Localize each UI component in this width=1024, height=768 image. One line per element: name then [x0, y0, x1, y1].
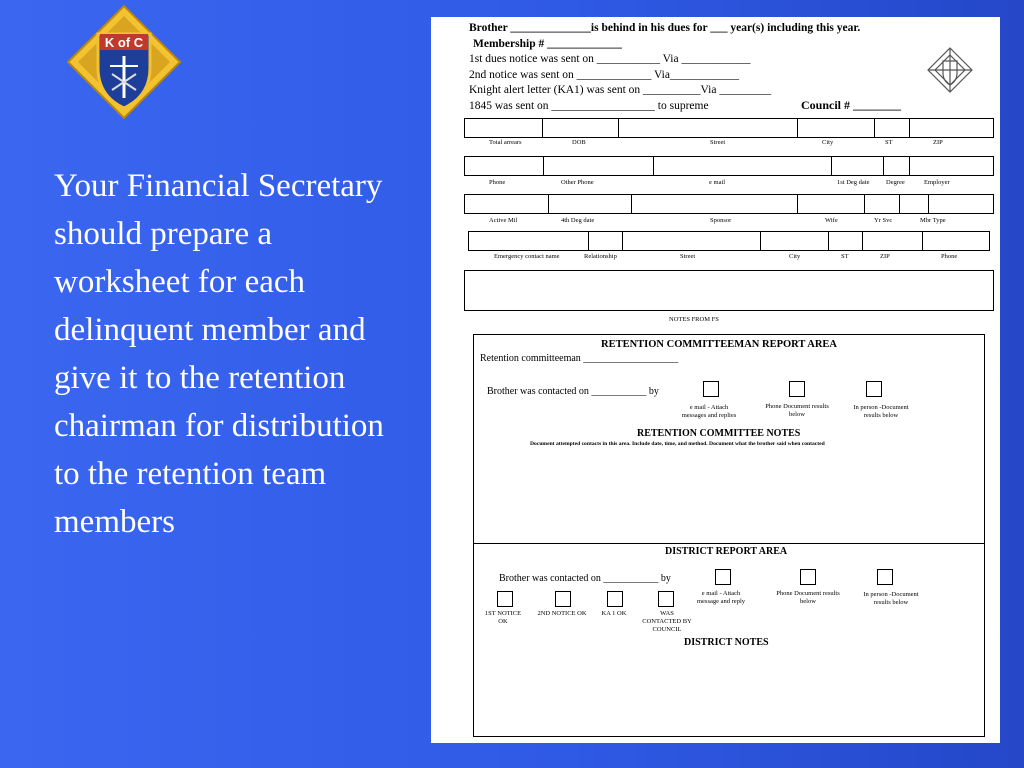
label-total-arrears: Total arrears [489, 139, 522, 146]
label-active-mil: Active Mil [489, 217, 518, 224]
retention-phone-option: Phone Document results below [765, 403, 829, 418]
svg-text:K of C: K of C [104, 35, 144, 50]
label-member-type: Mbr Type [920, 217, 946, 224]
label-years-service: Yr Svc [874, 217, 893, 224]
label-city-2: City [789, 253, 801, 260]
district-contacted-line: Brother was contacted on ___________ by [499, 573, 671, 584]
retention-in-person-option: In person -Document results below [853, 404, 909, 419]
district-second-notice-checkbox [555, 591, 571, 607]
label-zip-2: ZIP [880, 253, 890, 260]
label-city: City [822, 139, 834, 146]
label-employer: Employer [924, 179, 950, 186]
header-line-membership: Membership # _____________ [473, 37, 622, 50]
label-street: Street [710, 139, 726, 146]
label-emergency-contact: Emergency contact name [494, 253, 560, 260]
district-ka1-checkbox [607, 591, 623, 607]
district-first-notice-label: 1ST NOTICE OK [484, 610, 522, 625]
delinquent-member-worksheet [431, 17, 1000, 743]
district-ka1-label: KA 1 OK [601, 610, 627, 617]
label-zip: ZIP [933, 139, 943, 146]
district-email-option: e mail - Attach message and reply [696, 590, 745, 605]
label-phone: Phone [489, 179, 506, 186]
header-line-ka1: Knight alert letter (KA1) was sent on __________Via _________ [469, 84, 772, 96]
retention-email-option: e mail - Attach messages and replies [681, 404, 737, 419]
header-line-1845: 1845 was sent on __________________ to supreme [469, 99, 709, 112]
label-sponsor: Sponsor [710, 217, 732, 224]
district-first-notice-checkbox [497, 591, 513, 607]
slide-body-text: Your Financial Secretary should prepare a worksheet for each delinquent member and give it to the retention chairman for distribution to the retention team members [54, 168, 384, 540]
form-row-4 [468, 231, 990, 251]
label-st: ST [885, 139, 893, 146]
council-number-label: Council # ________ [801, 98, 902, 112]
label-email: e mail [709, 179, 726, 186]
district-phone-checkbox [800, 569, 816, 585]
label-relationship: Relationship [584, 253, 617, 260]
knights-of-columbus-logo [66, 4, 182, 120]
form-row-3 [464, 194, 994, 214]
retention-committeeman-line: Retention committeeman ___________________ [480, 353, 679, 364]
district-second-notice-label: 2ND NOTICE OK [537, 610, 587, 617]
district-title: DISTRICT REPORT AREA [665, 546, 788, 557]
retention-phone-checkbox [789, 381, 805, 397]
label-degree: Degree [886, 179, 905, 186]
label-fourth-degree-date: 4th Deg date [561, 217, 595, 224]
header-line-first-notice: 1st dues notice was sent on ___________ Via ____________ [469, 53, 751, 65]
label-dob: DOB [572, 139, 586, 146]
form-row-2 [464, 156, 994, 176]
kofc-emblem-icon [925, 45, 975, 95]
district-contacted-by-council-checkbox [658, 591, 674, 607]
retention-email-checkbox [703, 381, 719, 397]
retention-notes-instructions: Document attempted contacts in this area. Include date, time, and method. Document what the brother said when contacted [530, 441, 825, 447]
form-row-1 [464, 118, 994, 138]
label-phone-2: Phone [941, 253, 958, 260]
notes-from-fs-label: NOTES FROM FS [669, 316, 719, 323]
label-first-degree-date: 1st Deg date [837, 179, 870, 186]
notes-from-fs-box [464, 270, 994, 311]
district-in-person-checkbox [877, 569, 893, 585]
label-other-phone: Other Phone [561, 179, 594, 186]
retention-notes-title: RETENTION COMMITTEE NOTES [637, 428, 801, 439]
district-phone-option: Phone Document results below [776, 590, 840, 605]
retention-title: RETENTION COMMITTEEMAN REPORT AREA [601, 339, 838, 350]
retention-in-person-checkbox [866, 381, 882, 397]
district-council-label: WAS CONTACTED BY COUNCIL [642, 610, 692, 633]
retention-contacted-line: Brother was contacted on ___________ by [487, 386, 659, 397]
district-in-person-option: In person -Document results below [863, 591, 919, 606]
label-street-2: Street [680, 253, 696, 260]
header-line-brother: Brother ______________is behind in his dues for ___ year(s) including this year. [469, 22, 861, 34]
label-wife: Wife [825, 217, 838, 224]
section-divider [473, 543, 985, 544]
district-email-checkbox [715, 569, 731, 585]
label-st-2: ST [841, 253, 849, 260]
header-line-second-notice: 2nd notice was sent on _____________ Via____________ [469, 68, 739, 81]
district-notes-title: DISTRICT NOTES [684, 637, 769, 648]
